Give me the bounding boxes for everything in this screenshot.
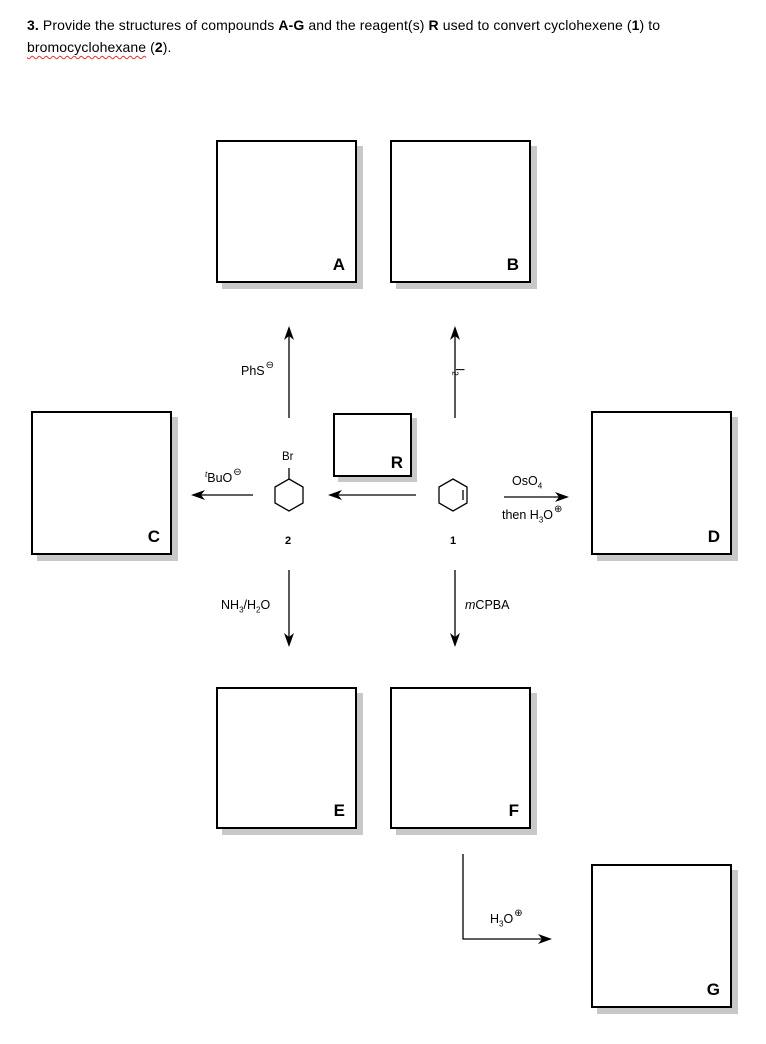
minus-charge-icon: ⊖ [265,360,275,371]
cyclohexene-structure [439,479,467,511]
plus-charge-icon: ⊕ [554,504,563,515]
reagent-h2o-text: /H [243,598,257,612]
reagent-oso4-text: OsO [512,474,538,488]
reagent-nh3-sub: 3 [239,605,244,615]
reagent-h3o [490,908,523,929]
question-compounds: A-G [278,17,305,33]
box-label-c: C [147,527,160,546]
reagent-mcpba-text: CPBA [475,598,510,612]
reagent-tbuo-sup: t [205,470,208,479]
reagent-h3o-sub: 3 [499,919,504,929]
reagent-nh3-text: NH [221,598,240,612]
question-reagent: R [428,17,439,33]
question-part: ). [162,39,172,55]
reagent-oso4 [512,474,542,491]
plus-charge-icon: ⊕ [514,908,523,919]
reagent-then-text: then H [502,508,539,522]
box-label-e: E [333,801,345,820]
reagent-i2-text: I [453,368,465,372]
question-part: ( [146,39,155,55]
reagent-i2 [451,368,465,376]
reagent-h3o-o: O [503,912,514,926]
question-part: used to convert cyclohexene ( [438,17,632,33]
reagent-h3o-h: H [490,912,500,926]
question-cpd2: 2 [154,39,163,55]
minus-charge-icon: ⊖ [233,467,242,479]
question-cpd1: 1 [631,17,640,33]
box-label-g: G [706,980,720,999]
question-part: and the reagent(s) [304,17,429,33]
question-part: ) to [639,17,661,33]
reagent-h2o-sub: 2 [256,605,261,615]
reagent-h2o-o: O [260,598,271,612]
reagent-oso4-sub: 4 [537,481,543,491]
reagent-mcpba-m: m [465,598,476,612]
box-label-f: F [508,801,519,820]
reagent-tbuo [205,467,242,486]
compound-number-2: 2 [285,535,292,547]
reagent-nh3-h2o [221,598,270,615]
reagent-then-o: O [543,508,554,522]
box-label-a: A [332,255,345,274]
bromo-label: Br [282,451,294,463]
box-label-b: B [506,255,519,274]
compound-number-1: 1 [450,535,457,547]
bromocyclohexane-structure [275,468,303,511]
reagent-then-sub: 3 [538,515,544,525]
spellcheck-word: bromocyclohexane [27,39,147,55]
reagent-phs-text: PhS [241,364,265,378]
reagent-i2-sub: 2 [450,371,460,376]
question-number: 3. [27,17,39,33]
question-part: Provide the structures of compounds [38,17,279,33]
box-label-d: D [707,527,720,546]
reagent-tbuo-text: BuO [207,471,233,486]
reagent-mcpba [465,598,509,612]
box-label-r: R [390,453,403,472]
reagent-then-h3o [502,504,563,525]
reagent-phs [241,360,275,378]
